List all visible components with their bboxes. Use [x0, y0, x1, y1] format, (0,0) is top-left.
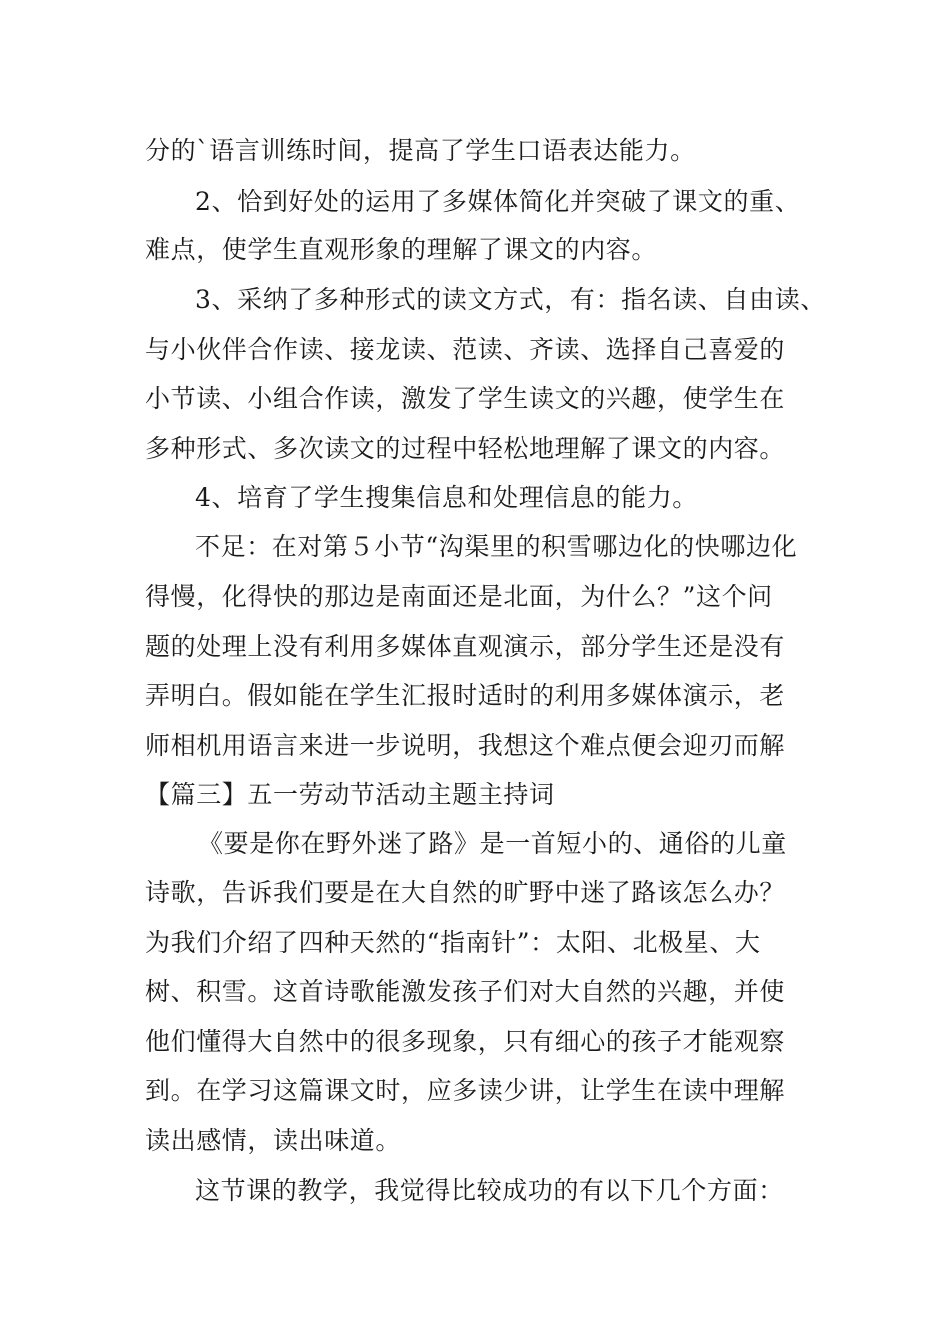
- text-line: 读出感情，读出味道。: [145, 1126, 402, 1155]
- section-heading: 【篇三】五一劳动节活动主题主持词: [145, 780, 555, 809]
- text-line: 4、培育了学生搜集信息和处理信息的能力。: [195, 483, 698, 512]
- text-line: 小节读、小组合作读，激发了学生读文的兴趣，使学生在: [145, 384, 786, 413]
- text-line: 题的处理上没有利用多媒体直观演示，部分学生还是没有: [145, 632, 786, 661]
- text-line: 多种形式、多次读文的过程中轻松地理解了课文的内容。: [145, 434, 786, 463]
- text-line: 这节课的教学，我觉得比较成功的有以下几个方面：: [195, 1176, 784, 1205]
- text-line: 树、积雪。这首诗歌能激发孩子们对大自然的兴趣，并使: [145, 977, 786, 1006]
- text-line: 师相机用语言来进一步说明，我想这个难点便会迎刃而解: [145, 731, 786, 760]
- text-line: 弄明白。假如能在学生汇报时适时的利用多媒体演示，老: [145, 681, 786, 710]
- text-line: 得慢，化得快的那边是南面还是北面，为什么？”这个问: [145, 582, 773, 611]
- text-line: 《要是你在野外迷了路》是一首短小的、通俗的儿童: [198, 829, 787, 858]
- text-line: 到。在学习这篇课文时，应多读少讲，让学生在读中理解: [145, 1076, 786, 1105]
- text-line: 为我们介绍了四种天然的“指南针”：太阳、北极星、大: [145, 928, 761, 957]
- text-line: 与小伙伴合作读、接龙读、范读、齐读、选择自己喜爱的: [145, 335, 786, 364]
- text-line: 他们懂得大自然中的很多现象，只有细心的孩子才能观察: [145, 1027, 786, 1056]
- text-line: 3、采纳了多种形式的读文方式，有：指名读、自由读、: [195, 285, 826, 314]
- text-line: 2、恰到好处的运用了多媒体简化并突破了课文的重、: [195, 187, 801, 216]
- text-line: 分的`语言训练时间，提高了学生口语表达能力。: [145, 136, 696, 165]
- text-line: 难点，使学生直观形象的理解了课文的内容。: [145, 235, 658, 264]
- text-line: 不足：在对第５小节“沟渠里的积雪哪边化的快哪边化: [195, 532, 798, 561]
- text-line: 诗歌，告诉我们要是在大自然的旷野中迷了路该怎么办？: [145, 878, 786, 907]
